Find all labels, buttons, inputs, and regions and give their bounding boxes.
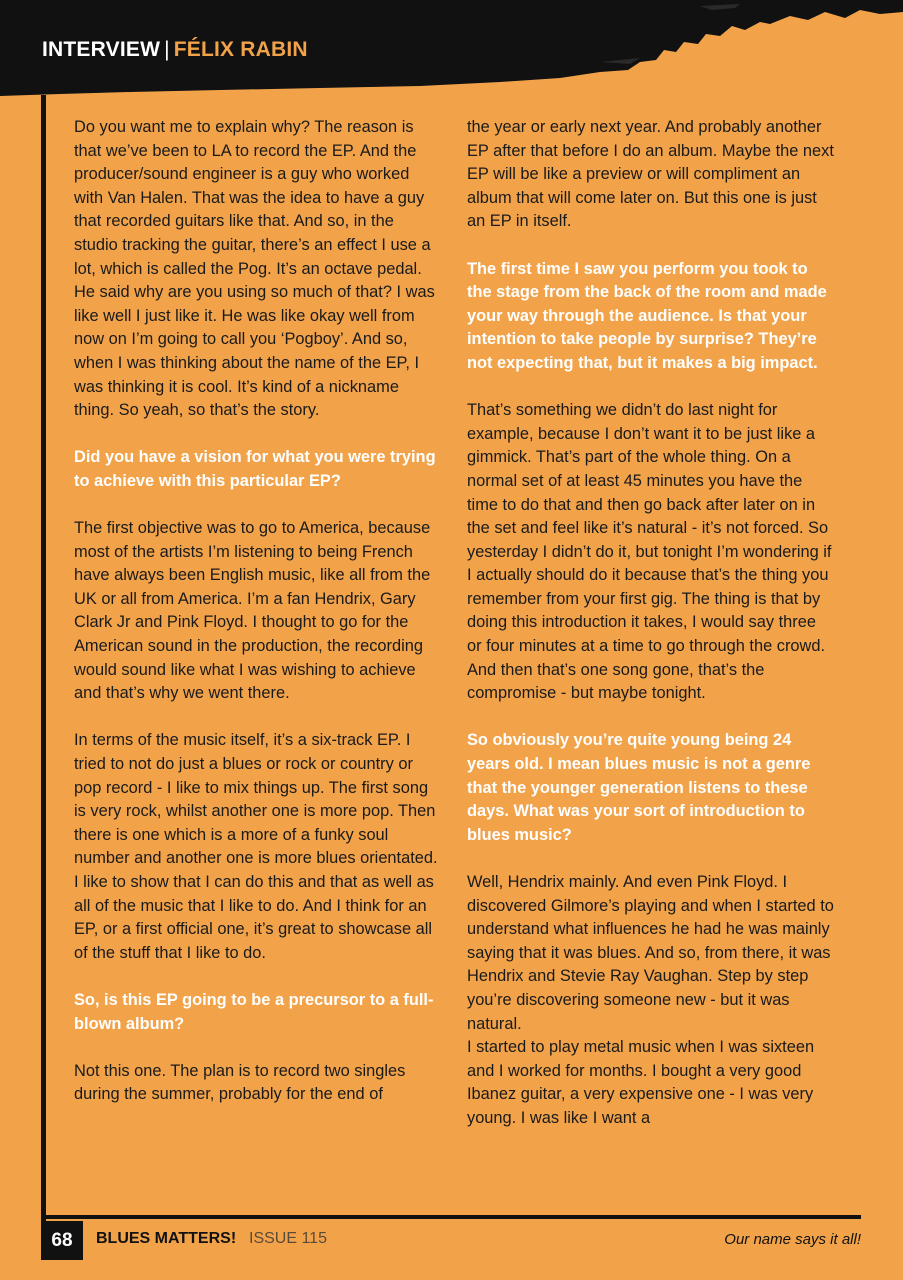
answer-paragraph: Do you want me to explain why? The reason is that we’ve been to LA to record the EP. And the producer/sound engineer is a guy who worked with Van Halen. That was the idea to have a guy that recorded guitars like that. And so, in the studio tracking the guitar, there’s an effect I use a lot, which is called the Pog. It’s an octave pedal. He said why are you using so much of that? I was like well I just like it. He was like okay well from now on I’m going to call you ‘Pogboy’. And so, when I was thinking about the name of the EP, I was thinking it is cool. It’s kind of a nickname thing. So yeah, so that’s the story. bbox=[74, 118, 435, 420]
answer-paragraph: Well, Hendrix mainly. And even Pink Floyd. I discovered Gilmore’s playing and when I started to understand what influences he had he was mainly saying that it was blues. And so, from there, it was Hendrix and Stevie Ray Vaughan. Step by step you’re discovering someone new - but it was natural. bbox=[467, 873, 834, 1033]
question-paragraph: The first time I saw you perform you took to the stage from the back of the room and made your way through the audience. Is that your intention to take people by surprise? They’re not expecting that, but it makes a big impact. bbox=[467, 259, 827, 372]
question-paragraph: So obviously you’re quite young being 24 years old. I mean blues music is not a genre that the younger generation listens to these days. What was your sort of introduction to blues music? bbox=[467, 731, 811, 844]
section-label: INTERVIEW bbox=[42, 38, 161, 61]
header-banner bbox=[0, 0, 903, 100]
right-column bbox=[467, 116, 835, 1131]
left-margin-rule bbox=[41, 95, 46, 1260]
magazine-name: BLUES MATTERS! bbox=[96, 1230, 237, 1247]
title-separator: | bbox=[164, 38, 170, 61]
answer-paragraph: The first objective was to go to America, because most of the artists I’m listening to being French have always been English music, like all from the UK or all from America. I’m a fan Hendrix, Gary Clark Jr and Pink Floyd. I thought to go for the American sound in the production, the recording would sound like what I was wishing to achieve and that’s why we went there. bbox=[74, 519, 431, 703]
page-title bbox=[42, 38, 308, 62]
page-number: 68 bbox=[41, 1221, 83, 1260]
interview-subject: FÉLIX RABIN bbox=[173, 38, 308, 61]
magazine-tagline: Our name says it all! bbox=[724, 1231, 861, 1248]
answer-paragraph: I started to play metal music when I was sixteen and I worked for months. I bought a very good Ibanez guitar, a very expensive one - I was very young. I was like I want a bbox=[467, 1038, 815, 1127]
answer-paragraph: Not this one. The plan is to record two singles during the summer, probably for the end of bbox=[74, 1061, 406, 1104]
question-paragraph: So, is this EP going to be a precursor to a full-blown album? bbox=[74, 990, 434, 1033]
answer-paragraph: In terms of the music itself, it’s a six-track EP. I tried to not do just a blues or rock or country or pop record - I like to mix things up. The first song is very rock, whilst another one is more pop. Then there is one which is a more of a funky soul number and another one is more blues orientated. I like to show that I can do this and that as well as all of the music that I like to do. And I think for an EP, or a first official one, it’s great to showcase all of the stuff that I like to do. bbox=[74, 731, 438, 962]
footer-rule bbox=[41, 1215, 861, 1219]
question-paragraph: Did you have a vision for what you were trying to achieve with this particular EP? bbox=[74, 448, 436, 490]
issue-label: ISSUE 115 bbox=[249, 1230, 327, 1247]
answer-paragraph: That’s something we didn’t do last night for example, because I don’t want it to be just like a gimmick. That’s part of the whole thing. On a normal set of at least 45 minutes you have the time to do that and then go back after later on in the set and feel like it’s natural - it’s not forced. So yesterday I didn’t do it, but tonight I’m wondering if I actually should do it because that’s the thing you remember from your first gig. The thing is that by doing this introduction it takes, I would say three or four minutes at a time to go through the crowd. And then that’s one song gone, that’s the compromise - but maybe tonight. bbox=[467, 401, 832, 703]
left-column bbox=[74, 116, 442, 1107]
answer-paragraph: the year or early next year. And probably another EP after that before I do an album. Maybe the next EP will be like a preview or will compliment an album that will come later on. But this one is just an EP in itself. bbox=[467, 118, 834, 231]
